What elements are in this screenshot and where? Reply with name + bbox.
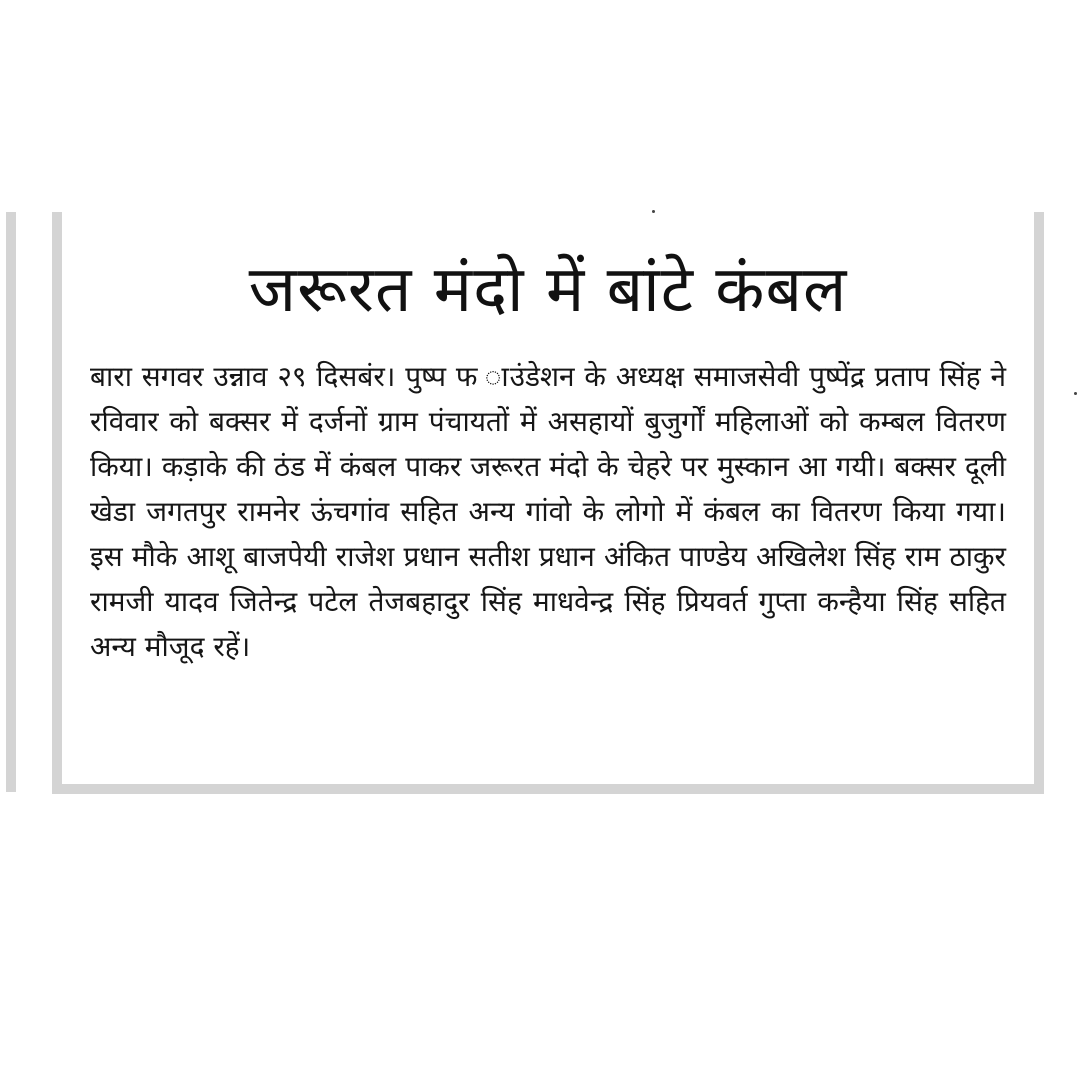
article-headline: जरूरत मंदो में बांटे कंबल [248,253,848,327]
article-body: बारा सगवर उन्नाव २९ दिसबंर। पुष्प फ ाउंडेशन के अध्यक्ष समाजसेवी पुष्पेंद्र प्रताप सिंह ने रविवार को बक्सर में दर्जनों ग्राम पंचायतों में असहायों बुजुर्गों महिलाओं को कम्बल वितरण किया। कड़ाके की ठंड में कंबल पाकर जरूरत मंदो के चेहरे पर मुस्कान आ गयी। बक्सर दूली खेडा जगतपुर रामनेर ऊंचगांव सहित अन्य गांवो के लोगो में कंबल का वितरण किया गया। इस मौके आशू बाजपेयी राजेश प्रधान सतीश प्रधान अंकित पाण्डेय अखिलेश सिंह राम ठाकुर रामजी यादव जितेन्द्र पटेल तेजबहादुर सिंह माधवेन्द्र सिंह प्रियवर्त गुप्ता कन्हैया सिंह सहित अन्य मौजूद रहें। [90,360,1006,663]
adjacent-column-rule [6,212,16,792]
news-clipping [52,212,1044,794]
print-speck [652,210,655,213]
print-speck [1074,392,1077,395]
